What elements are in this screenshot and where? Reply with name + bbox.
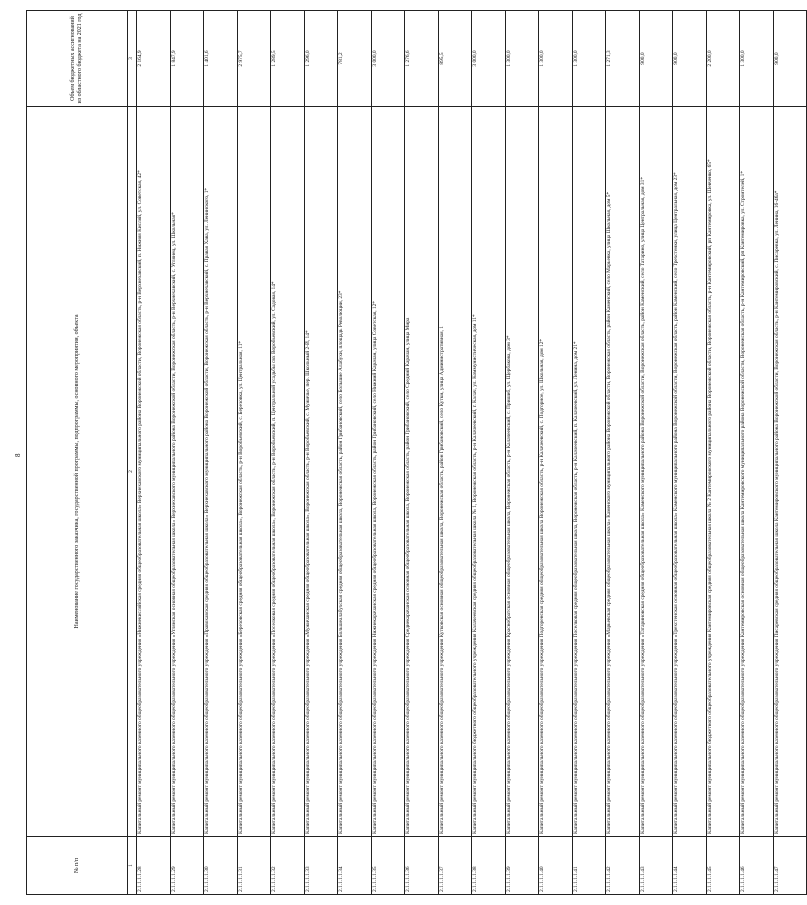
- table-row: [773, 11, 807, 895]
- row-amount: 3 000,0: [472, 11, 506, 107]
- row-code: 2.1.1.1.1.47: [773, 837, 807, 895]
- col-index-3: 3: [128, 11, 137, 107]
- table-row: [572, 11, 606, 895]
- row-amount: 2 200,0: [706, 11, 740, 107]
- row-code: 2.1.1.1.1.31: [237, 837, 271, 895]
- table-row: [405, 11, 439, 895]
- row-name: Капитальный ремонт муниципального бюджетного общеобразовательного учреждения Кантемировская средняя общеобразовательная школа № 2 Кантемировского муниципального района Воронежской области, Воронежская область, р-н Кантемировский, рп Кантемировка, ул. Шевченко, 65*: [706, 107, 740, 837]
- row-name: Капитальный ремонт муниципального казенного общеобразовательного учреждения «Правохавская средняя общеобразовательная школа» Верхнехавского муниципального района Воронежской области, Воронежская область, р-н Верхнехавский, с. Правая Хава, ул. Ленинского, 1*: [204, 107, 238, 837]
- table-body: [137, 11, 807, 895]
- row-amount: 900,0: [639, 11, 673, 107]
- row-name: Капитальный ремонт муниципального казенного общеобразовательного учреждения «Углянская основная общеобразовательная школа» Верхнехавского муниципального района Воронежской области, Воронежская область, р-н Верхнехавский, с. Углянец, ул. Школьная*: [170, 107, 204, 837]
- table-row: [505, 11, 539, 895]
- row-code: 2.1.1.1.1.30: [204, 837, 238, 895]
- row-name: Капитальный ремонт муниципального казенного общеобразовательного учреждения «Березовская средняя общеобразовательная школа», Воронежская область, р-н Воробьевский, с. Березовка, ул. Центральная, 11*: [237, 107, 271, 837]
- row-name: Капитальный ремонт муниципального казенного общеобразовательного учреждения Поселковая средняя общеобразовательная школа, Воронежская область, р-н Калачеевский, п. Калачеевский, ул. Ленина, дом 21*: [572, 107, 606, 837]
- row-name: Капитальный ремонт муниципального казенного общеобразовательного учреждения Кутковская основная общеобразовательная школа, Воронежская область, район Грибановский, село Кутки, улица Административная, 1: [438, 107, 472, 837]
- row-name: Капитальный ремонт муниципального бюджетного общеобразовательного учреждения Калачеевская средняя общеобразовательная школа № 1, Воронежская область, р-н Калачеевский, г. Калач, ул. Коммунистическая, дом 11*: [472, 107, 506, 837]
- row-code: 2.1.1.1.1.36: [405, 837, 439, 895]
- row-name: Капитальный ремонт муниципального казенного общеобразовательного учреждения Среднекарачанская основная общеобразовательная школа, Воронежская область, район Грибановский, село Средний Карачан, улица Мира: [405, 107, 439, 837]
- table-row: [204, 11, 238, 895]
- table-row: [706, 11, 740, 895]
- header-name: Наименование государственного заказчика, государственной программы, подпрограммы, основного мероприятия, объекта: [27, 107, 128, 837]
- row-code: 2.1.1.1.1.29: [170, 837, 204, 895]
- row-name: Капитальный ремонт муниципального казенного общеобразовательного учреждения Кантемировская основная общеобразовательная школа Кантемировского муниципального района Воронежской области, Воронежская область, р-н Кантемировский, рп Кантемировка, ул. Строителей, 1*: [740, 107, 774, 837]
- row-amount: 1 847,9: [170, 11, 204, 107]
- table-row: [438, 11, 472, 895]
- table-row: [472, 11, 506, 895]
- row-amount: 2 975,7: [237, 11, 271, 107]
- row-name: Капитальный ремонт муниципального казенного общеобразовательного учреждения Писаревская средняя общеобразовательная школа Кантемировского муниципального района Воронежской области, Воронежская область, р-н Кантемировский, с. Писаревка, ул. Ленина, 16-46а*: [773, 107, 807, 837]
- row-amount: 900,0: [773, 11, 807, 107]
- row-code: 2.1.1.1.1.28: [137, 837, 171, 895]
- row-name: Капитальный ремонт муниципального казенного общеобразовательного учреждения «Нижнекисляйская средняя общеобразовательная школа» Верхнехавского муниципального района Воронежской области, Воронежская область, р-н Верхнехавский, п. Нижняя Кисляй, ул. Советская, 42*: [137, 107, 171, 837]
- row-amount: 1 296,0: [304, 11, 338, 107]
- row-amount: 3 000,0: [371, 11, 405, 107]
- row-name: Капитальный ремонт муниципального казенного общеобразовательного учреждения «Мужичанская средняя общеобразовательная школа», Воронежская область, р-н Воробьевский, с. Мужичье, пер. Школьный 2-Й, 14*: [304, 107, 338, 837]
- row-amount: 1 271,3: [606, 11, 640, 107]
- header-num: № п/п: [27, 837, 128, 895]
- row-code: 2.1.1.1.1.41: [572, 837, 606, 895]
- row-code: 2.1.1.1.1.43: [639, 837, 673, 895]
- row-amount: 895,5: [438, 11, 472, 107]
- row-amount: 781,2: [338, 11, 372, 107]
- table-row: [371, 11, 405, 895]
- table-row: [237, 11, 271, 895]
- row-amount: 1 300,0: [572, 11, 606, 107]
- row-amount: 2 164,9: [137, 11, 171, 107]
- table-row: [673, 11, 707, 895]
- table-row: [606, 11, 640, 895]
- table-row: [271, 11, 305, 895]
- row-code: 2.1.1.1.1.35: [371, 837, 405, 895]
- table-row: [539, 11, 573, 895]
- page-number: 8: [14, 453, 22, 457]
- row-name: Капитальный ремонт муниципального казенного общеобразовательного учреждения «Трехстенская основная общеобразовательная школа» Каменского муниципального района Воронежской области, Воронежская область, район Каменский, село Трехстенки, улица Центральная, дом 23*: [673, 107, 707, 837]
- row-amount: 1 276,6: [405, 11, 439, 107]
- column-index-row: [128, 11, 137, 895]
- row-code: 2.1.1.1.1.39: [505, 837, 539, 895]
- header-amount: Объем бюджетных ассигнований из областного бюджета на 2021 год: [27, 11, 128, 107]
- row-amount: 900,0: [673, 11, 707, 107]
- header-row: [27, 11, 128, 895]
- row-name: Капитальный ремонт муниципального казенного общеобразовательного учреждения Большеалабухская средняя общеобразовательная школа, Воронежская область, район Грибановский, село Большие Алабухи, площадь Революции, 23*: [338, 107, 372, 837]
- table-row: [338, 11, 372, 895]
- col-index-2: 2: [128, 107, 137, 837]
- table-row: [170, 11, 204, 895]
- budget-table: [26, 10, 807, 895]
- row-code: 2.1.1.1.1.34: [338, 837, 372, 895]
- row-code: 2.1.1.1.1.33: [304, 837, 338, 895]
- table-row: [304, 11, 338, 895]
- row-amount: 1 401,6: [204, 11, 238, 107]
- row-code: 2.1.1.1.1.37: [438, 837, 472, 895]
- row-amount: 1 300,0: [505, 11, 539, 107]
- table-row: [740, 11, 774, 895]
- table-row: [639, 11, 673, 895]
- row-code: 2.1.1.1.1.46: [740, 837, 774, 895]
- row-name: Капитальный ремонт муниципального казенного общеобразовательного учреждения «Марьевская средняя общеобразовательная школа» Каменского муниципального района Воронежской области, Воронежская область, район Каменский, село Марьевка, улица Школьная, дом 5*: [606, 107, 640, 837]
- row-amount: 1 300,0: [740, 11, 774, 107]
- row-name: Капитальный ремонт муниципального казенного общеобразовательного учреждения Нижнекарачанская средняя общеобразовательная школа, Воронежская область, район Грибановский, село Нижний Карачан, улица Советская, 12*: [371, 107, 405, 837]
- row-name: Капитальный ремонт муниципального казенного общеобразовательного учреждения Краснобратская основная общеобразовательная школа, Воронежская область, р-н Калачеевский, с. Пришиб, ул. Щербакова, дом 3*: [505, 107, 539, 837]
- row-code: 2.1.1.1.1.38: [472, 837, 506, 895]
- row-code: 2.1.1.1.1.44: [673, 837, 707, 895]
- row-name: Капитальный ремонт муниципального казенного общеобразовательного учреждения «Поселковая средняя общеобразовательная школа», Воронежская область, р-н Воробьевский, п. Центральной усадьбы свх Воробьевский, ул. Садовая, 14*: [271, 107, 305, 837]
- col-index-1: 1: [128, 837, 137, 895]
- row-code: 2.1.1.1.1.32: [271, 837, 305, 895]
- row-amount: 1 289,5: [271, 11, 305, 107]
- row-code: 2.1.1.1.1.40: [539, 837, 573, 895]
- row-name: Капитальный ремонт муниципального казенного общеобразовательного учреждения «Татариновская средняя общеобразовательная школа» Каменского муниципального района Воронежской области, Воронежская область, район Каменский, село Татарино, улица Центральная, дом 31*: [639, 107, 673, 837]
- row-code: 2.1.1.1.1.45: [706, 837, 740, 895]
- row-amount: 1 300,0: [539, 11, 573, 107]
- row-name: Капитальный ремонт муниципального казенного общеобразовательного учреждения Подгоренская средняя общеобразовательная школа Воронежская область, р-н Калачеевский, с. Подгорное, ул. Школьная, дом 12*: [539, 107, 573, 837]
- table-row: [137, 11, 171, 895]
- row-code: 2.1.1.1.1.42: [606, 837, 640, 895]
